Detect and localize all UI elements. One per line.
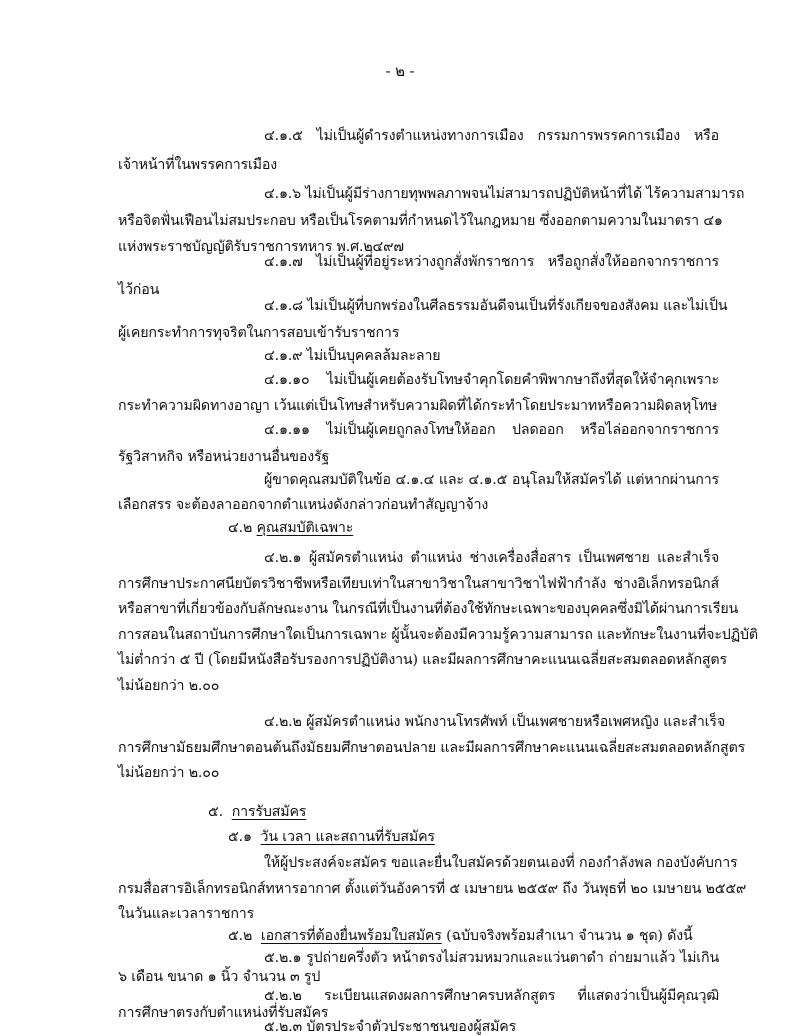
item-4-1-10-line-2: กระทำความผิดทางอาญา เว้นแต่เป็นโทษสำหรับความผิดที่ได้กระทำโดยประมาทหรือความผิดลหุโทษ bbox=[118, 398, 718, 414]
item-4-1-7-line-1: ๔.๑.๗ ไม่เป็นผู้ที่อยู่ระหว่างถูกสั่งพักราชการ หรือถูกสั่งให้ออกจากราชการ bbox=[264, 254, 719, 270]
item-4-1-11-line-2: รัฐวิสาหกิจ หรือหน่วยงานอื่นของรัฐ bbox=[118, 449, 330, 465]
section-5-1-line-1: ให้ผู้ประสงค์จะสมัคร ขอและยื่นใบสมัครด้วยตนเองที่ กองกำลังพล กองบังคับการ bbox=[264, 855, 738, 871]
section-5-heading bbox=[208, 803, 306, 821]
item-5-2-2-line-2: การศึกษาตรงกับตำแหน่งที่รับสมัคร bbox=[118, 1005, 329, 1021]
section-4-2-title: คุณสมบัติเฉพาะ bbox=[256, 520, 354, 536]
item-4-1-7-line-2: ไว้ก่อน bbox=[118, 282, 160, 298]
section-5-number: ๕. bbox=[208, 804, 223, 820]
note-line-1: ผู้ขาดคุณสมบัติในข้อ ๔.๑.๔ และ ๔.๑.๕ อนุโลมให้สมัครได้ แต่หากผ่านการ bbox=[264, 472, 719, 488]
item-4-2-1-line-2: การศึกษาประกาศนียบัตรวิชาชีพหรือเทียบเท่าในสาขาวิชาในสาขาวิชาไฟฟ้ากำลัง ช่างอิเล็กทรอนิกส์ bbox=[118, 576, 719, 592]
item-4-1-8-line-1: ๔.๑.๘ ไม่เป็นผู้ที่บกพร่องในศีลธรรมอันดีจนเป็นที่รังเกียจของสังคม และไม่เป็น bbox=[264, 298, 728, 314]
item-4-2-1-line-1: ๔.๒.๑ ผู้สมัครตำแหน่ง ตำแหน่ง ช่างเครื่องสื่อสาร เป็นเพศชาย และสำเร็จ bbox=[264, 550, 719, 566]
section-5-1-line-3: ในวันและเวลาราชการ bbox=[118, 906, 255, 922]
item-5-2-3-line-1: ๕.๒.๓ บัตรประจำตัวประชาชนของผู้สมัคร bbox=[264, 1019, 517, 1035]
section-5-2-title: เอกสารที่ต้องยื่นพร้อมใบสมัคร bbox=[260, 928, 442, 944]
section-4-2-number: ๔.๒ bbox=[228, 520, 253, 536]
item-4-1-8-line-2: ผู้เคยกระทำการทุจริตในการสอบเข้ารับราชการ bbox=[118, 325, 400, 341]
item-5-2-1-line-1: ๕.๒.๑ รูปถ่ายครึ่งตัว หน้าตรงไม่สวมหมวกและแว่นตาดำ ถ่ายมาแล้ว ไม่เกิน bbox=[264, 950, 719, 966]
item-5-2-2-line-1: ๕.๒.๒ ระเบียนแสดงผลการศึกษาครบหลักสูตร ที่แสดงว่าเป็นผู้มีคุณวุฒิ bbox=[264, 988, 719, 1004]
section-5-2-rest: (ฉบับจริงพร้อมสำเนา จำนวน ๑ ชุด) ดังนี้ bbox=[441, 928, 693, 944]
item-4-2-1-line-6: ไม่น้อยกว่า ๒.๐๐ bbox=[118, 678, 220, 694]
item-4-1-11-line-1: ๔.๑.๑๑ ไม่เป็นผู้เคยถูกลงโทษให้ออก ปลดออก หรือไล่ออกจากราชการ bbox=[264, 422, 719, 438]
item-4-2-1-line-4: การสอนในสถาบันการศึกษาใดเป็นการเฉพาะ ผู้นั้นจะต้องมีความรู้ความสามารถ และทักษะในงานที่จะปฏิบัติ bbox=[118, 627, 758, 643]
item-4-1-10-line-1: ๔.๑.๑๐ ไม่เป็นผู้เคยต้องรับโทษจำคุกโดยคำพิพากษาถึงที่สุดให้จำคุกเพราะ bbox=[264, 372, 719, 388]
section-5-1-line-2: กรมสื่อสารอิเล็กทรอนิกส์ทหารอากาศ ตั้งแต่วันอังคารที่ ๕ เมษายน ๒๕๕๙ ถึง วันพุธที่ ๒๐ เมษายน ๒๕๕๙ bbox=[118, 881, 747, 897]
item-4-2-2-line-3: ไม่น้อยกว่า ๒.๐๐ bbox=[118, 765, 220, 781]
page-number: - ๒ - bbox=[385, 62, 415, 80]
section-4-2-heading bbox=[228, 519, 353, 537]
section-5-title: การรับสมัคร bbox=[231, 804, 307, 820]
note-line-2: เลือกสรร จะต้องลาออกจากตำแหน่งดังกล่าวก่อนทำสัญญาจ้าง bbox=[118, 497, 489, 513]
item-4-1-6-line-3: แห่งพระราชบัญญัติรับราชการทหาร พ.ศ.๒๔๙๗ bbox=[118, 239, 404, 255]
item-4-2-1-line-5: ไม่ต่ำกว่า ๕ ปี (โดยมีหนังสือรับรองการปฏิบัติงาน) และมีผลการศึกษาคะแนนเฉลี่ยสะสมตลอดหลักสูตร bbox=[118, 652, 727, 668]
item-4-1-6-line-2: หรือจิตฟั่นเฟือนไม่สมประกอบ หรือเป็นโรคตามที่กำหนดไว้ในกฎหมาย ซึ่งออกตามความในมาตรา ๔๑ bbox=[118, 213, 723, 229]
item-4-2-2-line-2: การศึกษามัธยมศึกษาตอนต้นถึงมัธยมศึกษาตอนปลาย และมีผลการศึกษาคะแนนเฉลี่ยสะสมตลอดหลักสูตร bbox=[118, 740, 746, 756]
section-5-1-title: วัน เวลา และสถานที่รับสมัคร bbox=[260, 829, 435, 845]
item-4-1-5-line-2: เจ้าหน้าที่ในพรรคการเมือง bbox=[118, 157, 278, 173]
item-5-2-1-line-2: ๖ เดือน ขนาด ๑ นิ้ว จำนวน ๓ รูป bbox=[118, 969, 321, 985]
item-4-2-2-line-1: ๔.๒.๒ ผู้สมัครตำแหน่ง พนักงานโทรศัพท์ เป็นเพศชายหรือเพศหญิง และสำเร็จ bbox=[264, 714, 725, 730]
section-5-2-number: ๕.๒ bbox=[228, 928, 253, 944]
section-5-2-heading bbox=[228, 927, 693, 945]
section-5-1-number: ๕.๑ bbox=[228, 829, 252, 845]
section-5-1-heading bbox=[228, 828, 435, 846]
item-4-1-5-line-1: ๔.๑.๕ ไม่เป็นผู้ดำรงตำแหน่งทางการเมือง กรรมการพรรคการเมือง หรือ bbox=[264, 128, 719, 144]
item-4-1-9-line-1: ๔.๑.๙ ไม่เป็นบุคคลล้มละลาย bbox=[264, 348, 441, 364]
item-4-2-1-line-3: หรือสาขาที่เกี่ยวข้องกับลักษณะงาน ในกรณีที่เป็นงานที่ต้องใช้ทักษะเฉพาะของบุคคลซึ่งมิได้ผ่านการเรียน bbox=[118, 601, 739, 617]
item-4-1-6-line-1: ๔.๑.๖ ไม่เป็นผู้มีร่างกายทุพพลภาพจนไม่สามารถปฏิบัติหน้าที่ได้ ไร้ความสามารถ bbox=[264, 186, 745, 202]
